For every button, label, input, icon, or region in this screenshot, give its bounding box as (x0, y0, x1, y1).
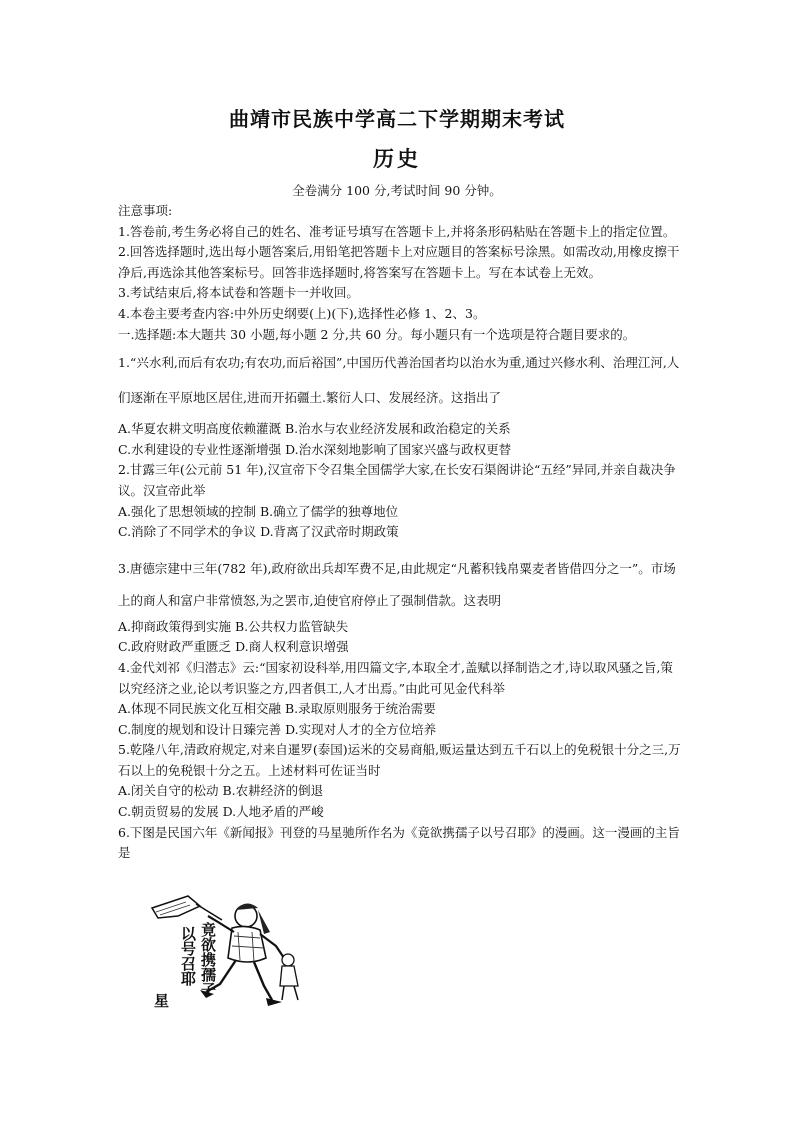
exam-subject: 历史 (373, 147, 421, 171)
question-option: A.闭关自守的松动 B.农耕经济的倒退 (118, 783, 324, 799)
exam-body (118, 201, 684, 864)
note-item: 3.考试结束后,将本试卷和答题卡一并收回。 (118, 285, 359, 301)
cartoon-image (148, 888, 328, 1010)
question-stem: 3.唐德宗建中三年(782 年),政府欲出兵却军费不足,由此规定“凡蓄积钱帛粟麦者皆借四分之一”。市场上的商人和富户非常愤怒,为之罢市,迫使官府停止了强制借款。这表明 (118, 560, 676, 608)
notes-heading: 注意事项: (118, 203, 173, 218)
note-item: 2.回答选择题时,选出每小题答案后,用铅笔把答题卡上对应题目的答案标号涂黑。如需改动,用橡皮擦干净后,再选涂其他答案标号。回答非选择题时,将答案写在答题卡上。写在本试卷上无效。 (118, 244, 680, 280)
question-option: C.消除了不同学术的争议 D.背离了汉武帝时期政策 (118, 524, 399, 540)
question-option: A.体现不同民族文化互相交融 B.录取原则服务于统治需要 (118, 701, 436, 717)
section-heading: 一.选择题:本大题共 30 小题,每小题 2 分,共 60 分。每小题只有一个选项是符合题目要求的。 (118, 326, 636, 342)
question-stem: 2.甘露三年(公元前 51 年),汉宣帝下令召集全国儒学大家,在长安石渠阁讲论“五经”异同,并亲自裁决争议。汉宣帝此举 (118, 462, 676, 498)
question-option: C.政府财政严重匮乏 D.商人权利意识增强 (118, 639, 349, 655)
question-option: A.华夏农耕文明高度依赖灌溉 B.治水与农业经济发展和政治稳定的关系 (118, 421, 511, 437)
cartoon-seal: 星 (154, 992, 170, 1010)
banner-shape (152, 896, 200, 918)
question-stem: 5.乾隆八年,清政府规定,对来自暹罗(泰国)运米的交易商船,贩运量达到五千石以上的免税银十分之三,万石以上的免税银十分之五。上述材料可佐证当时 (118, 742, 681, 778)
question-option: A.抑商政策得到实施 B.公共权力监管缺失 (118, 618, 349, 634)
question-stem: 4.金代刘祁《归潜志》云:“国家初设科举,用四篇文字,本取全才,盖赋以择制诰之才,诗以取风骚之旨,策以究经济之业,论以考识鉴之方,四者俱工,人才出焉。”由此可见金代科举 (118, 659, 673, 696)
question-stem: 6.下图是民国六年《新闻报》刊登的马星驰所作名为《竟欲携孺子以号召耶》的漫画。这一漫画的主旨是 (118, 824, 680, 861)
question-option: C.水利建设的专业性逐渐增强 D.治水深刻地影响了国家兴盛与政权更替 (118, 441, 512, 457)
caption-line2: 以号召耶 (179, 926, 197, 986)
exam-title: 曲靖市民族中学高二下学期期末考试 (229, 107, 565, 131)
question-option: C.朝贡贸易的发展 D.人地矛盾的严峻 (118, 804, 324, 820)
child-head (282, 954, 294, 966)
figure-shoe-right (266, 998, 282, 1006)
exam-meta: 全卷满分 100 分,考试时间 90 分钟。 (292, 183, 502, 198)
child-leg-left (282, 986, 284, 1000)
child-leg-right (294, 986, 298, 1000)
cartoon-drawing (148, 888, 328, 1010)
question-option: C.制度的规划和设计日臻完善 D.实现对人才的全方位培养 (118, 721, 437, 737)
note-item: 4.本卷主要考查内容:中外历史纲要(上)(下),选择性必修 1、2、3。 (118, 305, 486, 321)
note-item: 1.答卷前,考生务必将自己的姓名、准考证号填写在答题卡上,并将条形码粘贴在答题卡上的指定位置。 (118, 223, 676, 239)
child-body (280, 966, 298, 986)
caption-line1: 竟欲携孺子 (199, 922, 217, 997)
figure-leg-right (254, 962, 272, 1000)
question-stem: 1.“兴水利,而后有农功;有农功,而后裕国”,中国历代善治国者均以治水为重,通过兴修水利、治理江河,人们逐渐在平原地区居住,进而开拓疆土.繁衍人口、发展经济。这指出了 (118, 355, 680, 406)
question-option: A.强化了思想领域的控制 B.确立了儒学的独尊地位 (118, 503, 399, 519)
